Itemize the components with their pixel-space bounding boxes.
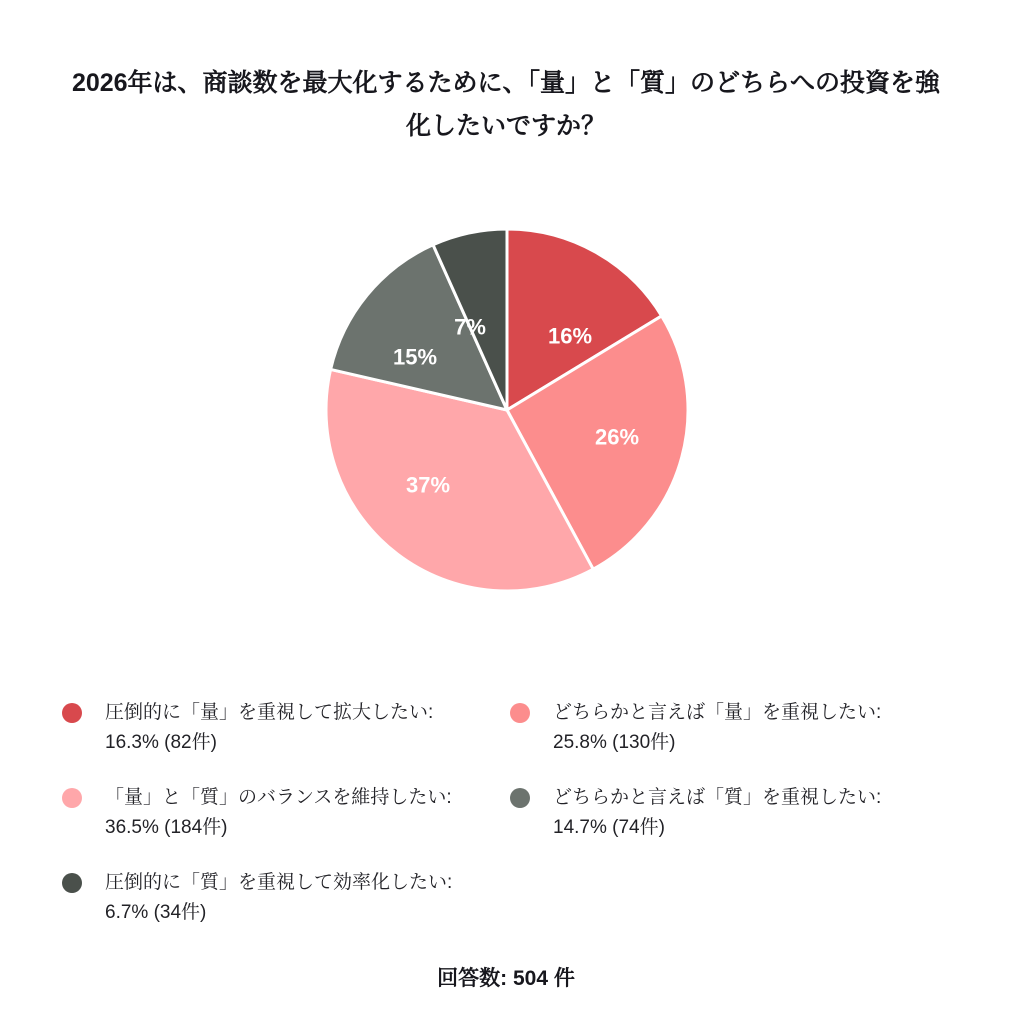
legend-color-dot	[510, 788, 530, 808]
legend-text	[105, 868, 452, 928]
pie-slice-label-1: 26%	[594, 424, 640, 450]
legend-item	[62, 698, 510, 758]
legend-color-dot	[510, 703, 530, 723]
legend-text	[553, 783, 881, 843]
legend-label: 「量」と「質」のバランスを維持したい:	[105, 787, 452, 808]
chart-title: 2026年は、商談数を最大化するために、「量」と「質」のどちらへの投資を強化したいですか？	[71, 69, 941, 140]
legend-text	[105, 698, 433, 758]
pie-chart-svg	[0, 200, 1012, 620]
legend	[62, 698, 962, 928]
legend-color-dot	[62, 873, 82, 893]
legend-value: 16.3% (82件)	[105, 732, 217, 753]
pie-chart	[0, 200, 1012, 620]
legend-text	[105, 783, 452, 843]
legend-value: 6.7% (34件)	[105, 902, 207, 923]
pie-slice-label-3: 15%	[392, 344, 438, 370]
legend-item	[62, 868, 510, 928]
pie-slice-label-0: 16%	[547, 323, 593, 349]
legend-label: 圧倒的に「質」を重視して効率化したい:	[105, 872, 453, 893]
legend-label: どちらかと言えば「質」を重視したい:	[553, 787, 882, 808]
legend-color-dot	[62, 788, 82, 808]
legend-label: どちらかと言えば「量」を重視したい:	[553, 702, 882, 723]
legend-value: 25.8% (130件)	[553, 732, 676, 753]
legend-item	[510, 698, 958, 758]
legend-color-dot	[62, 703, 82, 723]
legend-item	[510, 783, 958, 843]
legend-label: 圧倒的に「量」を重視して拡大したい:	[105, 702, 434, 723]
legend-text	[553, 698, 881, 758]
legend-item	[62, 783, 510, 843]
legend-value: 14.7% (74件)	[553, 817, 665, 838]
response-count: 回答数: 504 件	[437, 967, 575, 990]
legend-value: 36.5% (184件)	[105, 817, 228, 838]
pie-slice-label-4: 7%	[454, 314, 486, 340]
pie-slice-label-2: 37%	[405, 472, 451, 498]
